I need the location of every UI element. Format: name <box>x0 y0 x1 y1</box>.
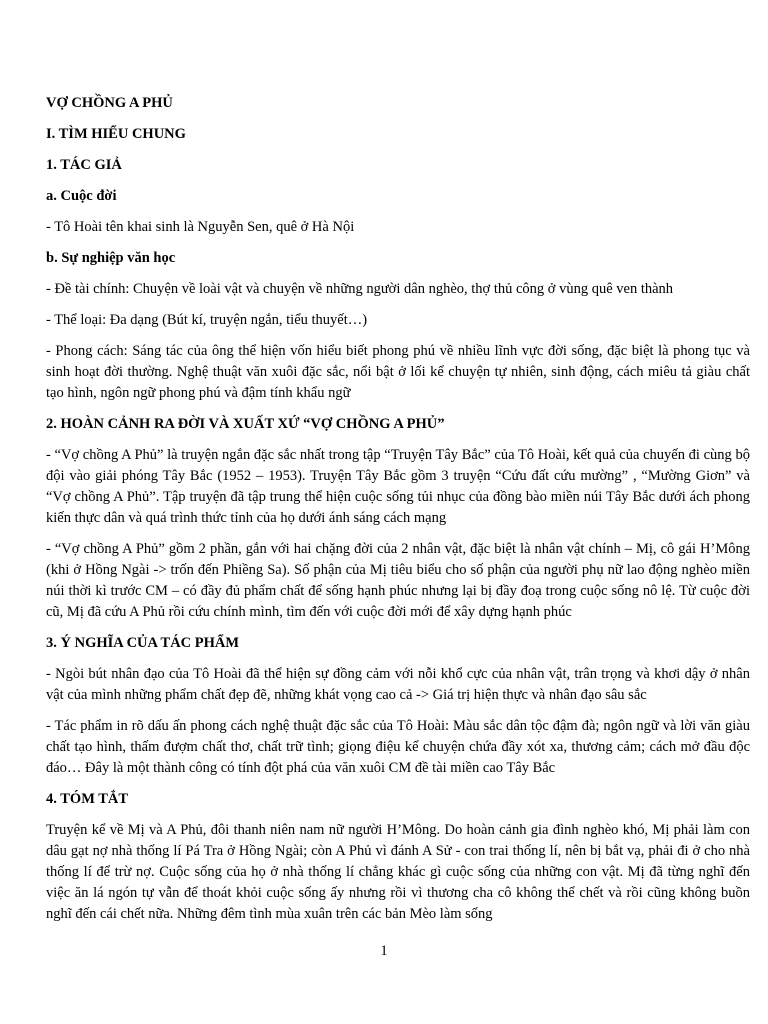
page-number: 1 <box>380 943 388 959</box>
paragraph-context-2: - “Vợ chồng A Phủ” gồm 2 phần, gắn với hai chặng đời của 2 nhân vật, đặc biệt là nhân vật chính – Mị, cô gái H’Mông (khi ở Hồng Ngài -> trốn đến Phiềng Sa). Số phận của Mị tiêu biểu cho số phận của người phụ nữ lao động nghèo miền núi thời kì trước CM – có đầy đủ phẩm chất để sống hạnh phúc nhưng lại bị đầy đoạ trong cuộc sống nô lệ. Từ cuộc đời cũ, Mị đã cứu A Phủ rồi cứu chính mình, tìm đến với cuộc đời mới để xây dựng hạnh phúc <box>46 541 750 620</box>
paragraph-genres: - Thể loại: Đa dạng (Bút kí, truyện ngắn, tiểu thuyết…) <box>46 312 368 328</box>
section-heading-meaning: 3. Ý NGHĨA CỦA TÁC PHẨM <box>46 635 240 651</box>
subheading-career: b. Sự nghiệp văn học <box>46 250 176 266</box>
paragraph-context-1: - “Vợ chồng A Phủ” là truyện ngắn đặc sắc nhất trong tập “Truyện Tây Bắc” của Tô Hoài, kết quả của chuyến đi cùng bộ đội vào giải phóng Tây Bắc (1952 – 1953). Truyện Tây Bắc gồm 3 truyện “Cứu đất cứu mường” , “Mường Giơn” và “Vợ chồng A Phủ”. Tập truyện đã tập trung thể hiện cuộc sống tủi nhục của đồng bào miền núi Tây Bắc dưới ách phong kiến thực dân và quá trình thức tỉnh của họ dưới ánh sáng cách mạng <box>46 447 750 526</box>
paragraph-themes: - Đề tài chính: Chuyện về loài vật và chuyện về những người dân nghèo, thợ thủ công ở vùng quê ven thành <box>46 281 674 297</box>
section-heading-summary: 4. TÓM TẮT <box>46 791 129 807</box>
paragraph-meaning-1: - Ngòi bút nhân đạo của Tô Hoài đã thể hiện sự đồng cảm với nỗi khổ cực của nhân vật, trân trọng và khơi dậy ở nhân vật của mình những phẩm chất đẹp đẽ, những khát vọng cao cả -> Giá trị hiện thực và nhân đạo sâu sắc <box>46 666 750 703</box>
section-heading-context: 2. HOÀN CẢNH RA ĐỜI VÀ XUẤT XỨ “VỢ CHỒNG A PHỦ” <box>46 416 445 432</box>
paragraph-meaning-2: - Tác phẩm in rõ dấu ấn phong cách nghệ thuật đặc sắc của Tô Hoài: Màu sắc dân tộc đậm đà; ngôn ngữ và lời văn giàu chất tạo hình, thấm đượm chất thơ, chất trữ tình; giọng điệu kể chuyện chứa đầy xót xa, thương cảm; cách mở đầu độc đáo… Đây là một thành công có tính đột phá của văn xuôi CM đề tài miền cao Tây Bắc <box>46 718 750 776</box>
document-page <box>46 93 750 935</box>
subheading-life: a. Cuộc đời <box>46 188 117 204</box>
section-heading-overview: I. TÌM HIỂU CHUNG <box>46 126 186 142</box>
paragraph-summary: Truyện kể về Mị và A Phủ, đôi thanh niên nam nữ người H’Mông. Do hoàn cảnh gia đình nghèo khó, Mị phải làm con dâu gạt nợ nhà thống lí Pá Tra ở Hồng Ngài; còn A Phủ vì đánh A Sử - con trai thống lí, nên bị bắt vạ, phải đi ở cho nhà thống lí để trừ nợ. Cuộc sống của họ ở nhà thống lí chẳng khác gì cuộc sống của những con vật. Mị đã từng nghĩ đến việc ăn lá ngón tự vẫn để thoát khỏi cuộc sống ấy nhưng rồi vì thương cha cô không thể chết và rồi cũng không buồn nghĩ đến cái chết nữa. Những đêm tình mùa xuân trên các bản Mèo làm sống <box>46 822 750 922</box>
paragraph-style: - Phong cách: Sáng tác của ông thể hiện vốn hiểu biết phong phú về nhiều lĩnh vực đời sống, đặc biệt là phong tục và sinh hoạt đời thường. Nghệ thuật văn xuôi đặc sắc, nổi bật ở lối kể chuyện tự nhiên, sinh động, cách miêu tả giàu chất tạo hình, ngôn ngữ phong phú và đậm tính khẩu ngữ <box>46 343 750 401</box>
section-heading-author: 1. TÁC GIẢ <box>46 157 122 173</box>
paragraph-life: - Tô Hoài tên khai sinh là Nguyễn Sen, quê ở Hà Nội <box>46 219 355 235</box>
document-title: VỢ CHỒNG A PHỦ <box>46 95 173 111</box>
